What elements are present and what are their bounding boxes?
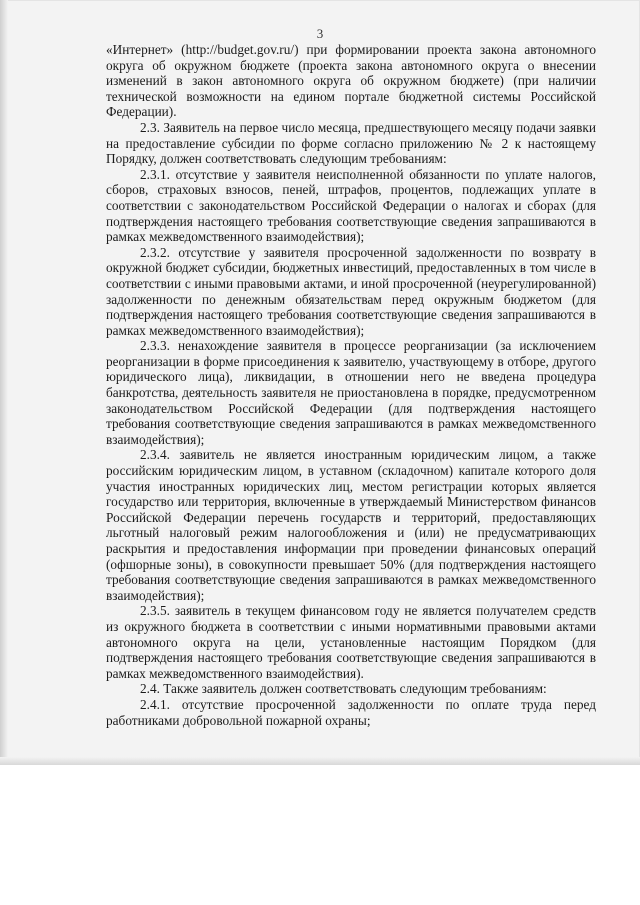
paragraph-2-3: 2.3. Заявитель на первое число месяца, предшествующего месяцу подачи заявки на предоставление субсидии по форме согласно приложению № 2 к настоящему Порядку, должен соответствовать следующим требованиям:	[106, 119, 596, 167]
paragraph-2-3-3: 2.3.3. ненахождение заявителя в процессе реорганизации (за исключением реорганизации в форме присоединения к заявителю, участвующему в отборе, другого юридического лица), ликвидации, в отношении него не введена процедура банкротства, деятельность заявителя не приостановлена в порядке, предусмотренном законодательством Российской Федерации (для подтверждения настоящего требования соответствующие сведения запрашиваются в рамках межведомственного взаимодействия);	[106, 338, 596, 447]
paragraph-2-3-1: 2.3.1. отсутствие у заявителя неисполненной обязанности по уплате налогов, сборов, страховых взносов, пеней, штрафов, процентов, подлежащих уплате в соответствии с законодательством Российской Федерации о налогах и сборах (для подтверждения настоящего требования соответствующие сведения запрашиваются в рамках межведомственного взаимодействия);	[106, 166, 596, 245]
paragraph-2-3-4: 2.3.4. заявитель не является иностранным юридическим лицом, а также российским юридическим лицом, в уставном (складочном) капитале которого доля участия иностранных юридических лиц, местом регистрации которых является государство или территория, включенные в утверждаемый Министерством финансов Российской Федерации перечень государств и территорий, предоставляющих льготный налоговый режим налогообложения и (или) не предусматривающих раскрытия и предоставления информации при проведении финансовых операций (офшорные зоны), в совокупности превышает 50% (для подтверждения настоящего требования соответствующие сведения запрашиваются в рамках межведомственного взаимодействия);	[106, 447, 596, 603]
paragraph-2-4-1: 2.4.1. отсутствие просроченной задолженности по оплате труда перед работниками добровольной пожарной охраны;	[106, 696, 596, 728]
paragraph-2-4: 2.4. Также заявитель должен соответствовать следующим требованиям:	[140, 681, 547, 697]
paragraph-intro-continuation: «Интернет» (http://budget.gov.ru/) при формировании проекта закона автономного округа об окружном бюджете (проекта закона автономного округа о внесении изменений в закон автономного округа об окружном бюджете) (при наличии технической возможности на едином портале бюджетной системы Российской Федерации).	[106, 42, 596, 120]
scan-bottom-shadow	[0, 757, 640, 765]
scan-edge-shadow	[0, 0, 8, 765]
paragraph-2-3-2: 2.3.2. отсутствие у заявителя просроченной задолженности по возврату в окружной бюджет субсидии, бюджетных инвестиций, предоставленных в том числе в соответствии с иными правовыми актами, и иной просроченной (неурегулированной) задолженности по денежным обязательствам перед окружным бюджетом (для подтверждения настоящего требования соответствующие сведения запрашиваются в рамках межведомственного взаимодействия);	[106, 244, 596, 338]
paragraph-2-3-5: 2.3.5. заявитель в текущем финансовом году не является получателем средств из окружного бюджета в соответствии с иными нормативными правовыми актами автономного округа на цели, установленные настоящим Порядком (для подтверждения настоящего требования соответствующие сведения запрашиваются в рамках межведомственного взаимодействия).	[106, 603, 596, 681]
page-number: 3	[316, 26, 324, 41]
document-body	[106, 42, 596, 728]
